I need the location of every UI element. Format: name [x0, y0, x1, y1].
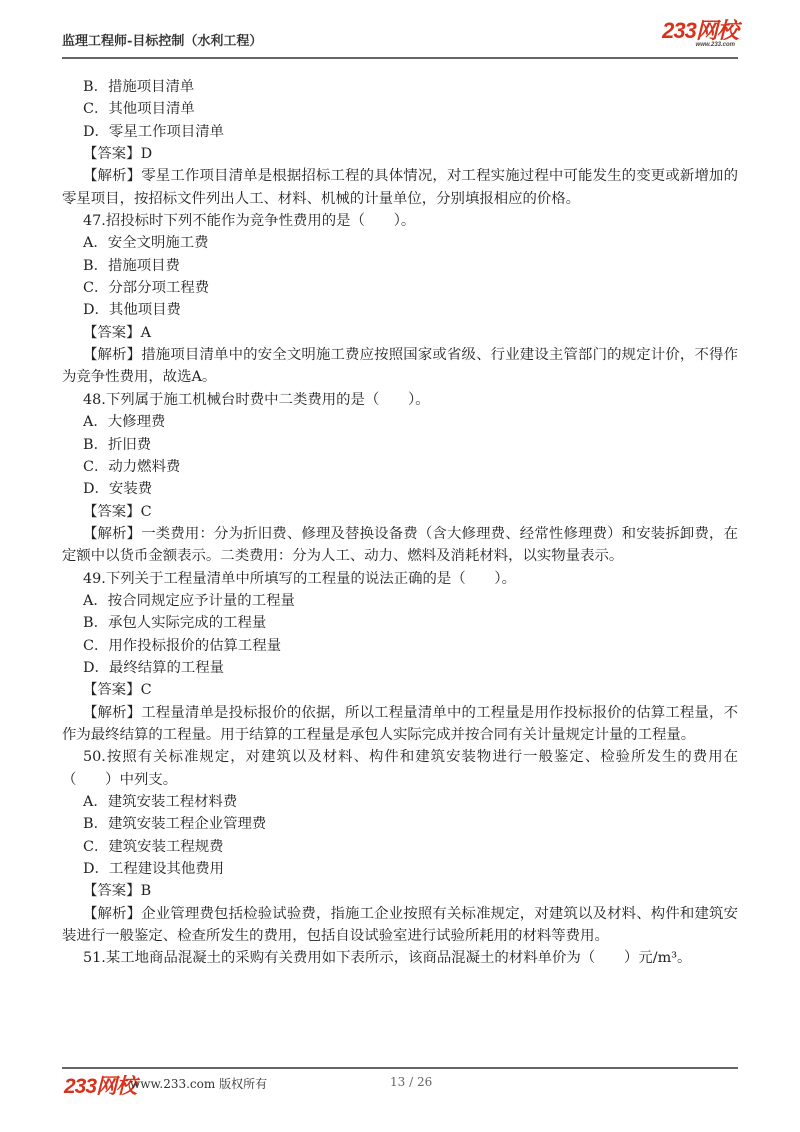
option-item: A．按合同规定应予计量的工程量: [83, 592, 295, 609]
explanation-paragraph: 【解析】一类费用：分为折旧费、修理及替换设备费（含大修理费、经常性修理费）和安装拆卸费，在定额中以货币金额表示。二类费用：分为人工、动力、燃料及消耗材料，以实物量表示。: [62, 525, 738, 565]
option-item: A．大修理费: [83, 414, 166, 431]
option-item: B．折旧费: [83, 436, 152, 453]
option-item: D．零星工作项目清单: [83, 123, 225, 140]
answer-line: 【答案】D: [83, 146, 153, 163]
page-indicator: 13 / 26: [390, 1075, 433, 1089]
question-stem: 50.按照有关标准规定，对建筑以及材料、构件和建筑安装物进行一般鉴定、检验所发生的费用在（ ）中列支。: [62, 749, 738, 788]
option-item: D．工程建设其他费用: [83, 861, 225, 878]
header-divider: [62, 57, 738, 59]
explanation-paragraph: 【解析】工程量清单是投标报价的依据，所以工程量清单中的工程量是用作投标报价的估算工程量，不作为最终结算的工程量。用于结算的工程量是承包人实际完成并按合同有关计量规定计量的工程量。: [62, 704, 738, 743]
logo-url: www.233.com: [695, 42, 735, 48]
brand-logo: [655, 20, 745, 48]
option-item: C．分部分项工程费: [83, 280, 210, 297]
document-header-title: 监理工程师-目标控制（水利工程）: [62, 34, 263, 49]
logo-text: 233网校: [662, 18, 738, 43]
question-stem: 49.下列关于工程量清单中所填写的工程量的说法正确的是（ ）。: [83, 570, 517, 587]
option-item: D．其他项目费: [83, 302, 181, 319]
answer-line: 【答案】C: [83, 682, 152, 699]
explanation-paragraph: 【解析】企业管理费包括检验试验费，指施工企业按照有关标准规定，对建筑以及材料、构件和建筑安装进行一般鉴定、检查所发生的费用，包括自设试验室进行试验所耗用的材料等费用。: [62, 905, 738, 945]
footer-copyright: www.233.com 版权所有: [130, 1077, 268, 1091]
option-item: D．最终结算的工程量: [83, 659, 225, 676]
document-body: [62, 76, 738, 970]
answer-line: 【答案】A: [83, 324, 151, 341]
option-item: C．其他项目清单: [83, 101, 195, 118]
option-item: B．措施项目费: [83, 257, 180, 274]
explanation-paragraph: 【解析】零星工作项目清单是根据招标工程的具体情况，对工程实施过程中可能发生的变更或新增加的零星项目，按招标文件列出人工、材料、机械的计量单位，分别填报相应的价格。: [62, 168, 738, 207]
answer-line: 【答案】C: [83, 503, 152, 520]
option-item: D．安装费: [83, 481, 153, 498]
option-item: A．安全文明施工费: [83, 235, 209, 252]
option-item: B．措施项目清单: [83, 79, 195, 95]
explanation-paragraph: 【解析】措施项目清单中的安全文明施工费应按照国家或省级、行业建设主管部门的规定计价，不得作为竞争性费用，故选A。: [62, 347, 738, 386]
option-item: B．建筑安装工程企业管理费: [83, 816, 267, 833]
question-stem: 48.下列属于施工机械台时费中二类费用的是（ ）。: [83, 391, 430, 408]
footer-logo: 233网校: [64, 1075, 137, 1098]
option-item: C．动力燃料费: [83, 458, 181, 475]
answer-line: 【答案】B: [83, 883, 152, 900]
option-item: C．建筑安装工程规费: [83, 838, 224, 855]
option-item: B．承包人实际完成的工程量: [83, 615, 267, 632]
option-item: C．用作投标报价的估算工程量: [83, 637, 282, 654]
option-item: A．建筑安装工程材料费: [83, 794, 238, 810]
question-stem: 51.某工地商品混凝土的采购有关费用如下表所示，该商品混凝土的材料单价为（ ）元/m³。: [83, 950, 692, 967]
question-stem: 47.招投标时下列不能作为竞争性费用的是（ ）。: [83, 213, 416, 230]
footer-divider: [62, 1067, 738, 1069]
